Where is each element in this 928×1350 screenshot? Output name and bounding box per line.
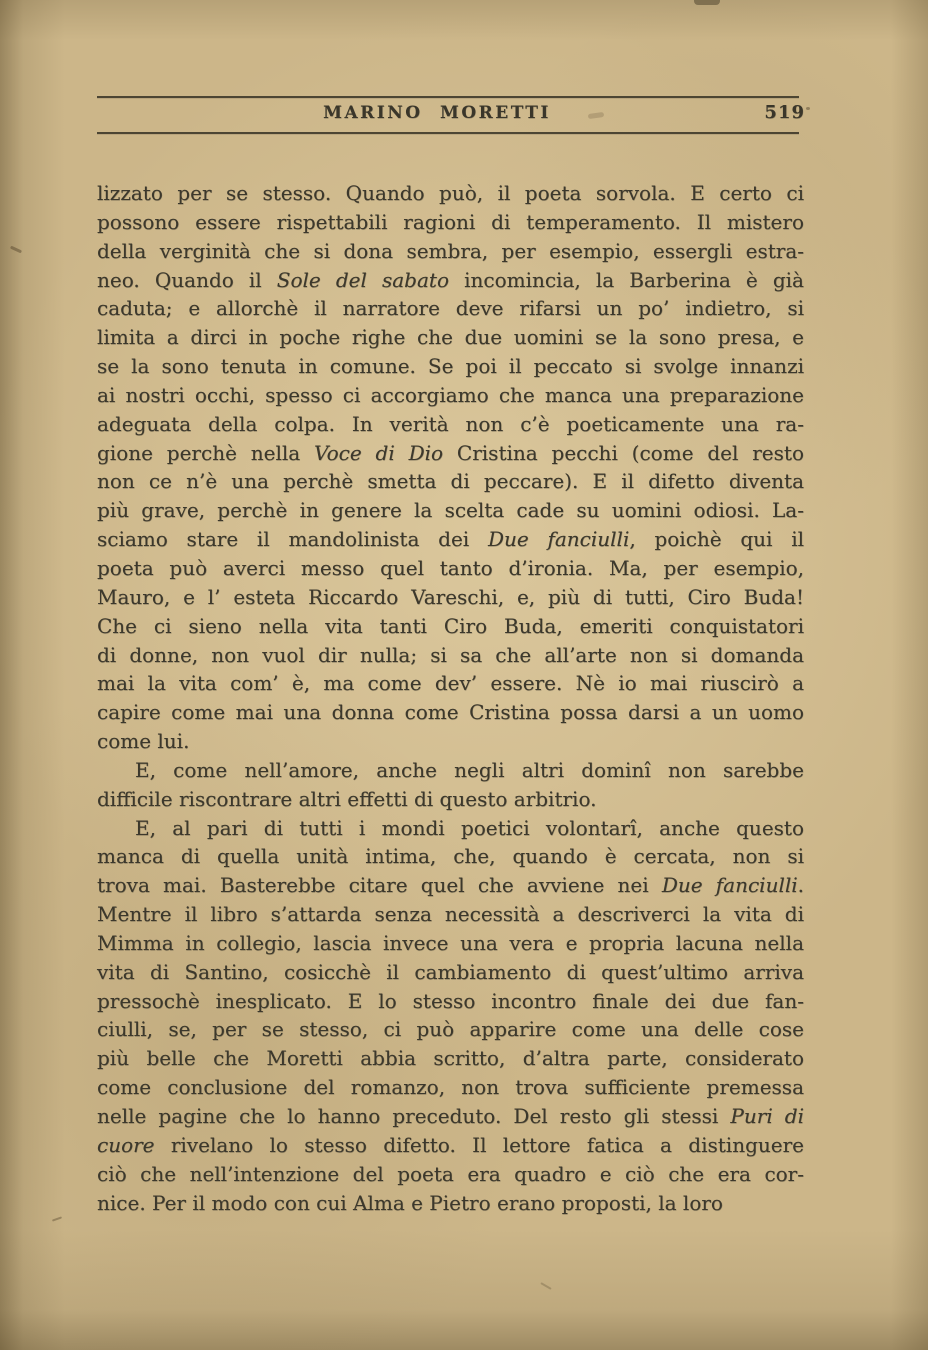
- text-line: E, al pari di tutti i mondi poetici volontarî, anche questo: [135, 815, 804, 840]
- text-line: mai la vita com’ è, ma come dev’ essere. Nè io mai riuscirò a: [97, 671, 804, 696]
- text-line: cuore rivelano lo stesso difetto. Il lettore fatica a distinguere: [97, 1132, 804, 1157]
- text-line: Mimma in collegio, lascia invece una vera e propria lacuna nella: [97, 930, 804, 955]
- text-line: caduta; e allorchè il narratore deve rifarsi un po’ indietro, si: [97, 296, 804, 321]
- text-line: di donne, non vuol dir nulla; si sa che all’arte non si domanda: [97, 642, 804, 667]
- scan-speck: [52, 1216, 62, 1221]
- text-line: più belle che Moretti abbia scritto, d’altra parte, considerato: [97, 1046, 804, 1071]
- text-line: come conclusione del romanzo, non trova sufficiente premessa: [97, 1075, 804, 1100]
- text-line: E, come nell’amore, anche negli altri dominî non sarebbe: [135, 757, 804, 782]
- text-line: della verginità che si dona sembra, per esempio, essergli estra-: [97, 238, 804, 263]
- text-line: vita di Santino, cosicchè il cambiamento di quest’ultimo arriva: [97, 959, 804, 984]
- text-line: Che ci sieno nella vita tanti Ciro Buda, emeriti conquistatori: [97, 613, 804, 638]
- text-line: pressochè inesplicato. E lo stesso incontro finale dei due fan-: [97, 988, 804, 1013]
- running-title: MARINO MORETTI: [323, 103, 551, 123]
- text-line: se la sono tenuta in comune. Se poi il peccato si svolge innanzi: [97, 354, 804, 379]
- text-line: ai nostri occhi, spesso ci accorgiamo che manca una preparazione: [97, 382, 804, 407]
- text-line: gione perchè nella Voce di Dio Cristina pecchi (come del resto: [97, 440, 804, 465]
- text-line: nelle pagine che lo hanno preceduto. Del resto gli stessi Puri di: [97, 1104, 804, 1128]
- text-line: Mauro, e l’ esteta Riccardo Vareschi, e, più di tutti, Ciro Buda!: [97, 584, 804, 609]
- text-line: adeguata della colpa. In verità non c’è poeticamente una ra-: [97, 411, 804, 436]
- text-line: lizzato per se stesso. Quando può, il poeta sorvola. E certo ci: [97, 181, 804, 205]
- text-line: poeta può averci messo quel tanto d’ironia. Ma, per esempio,: [97, 555, 804, 580]
- text-line: trova mai. Basterebbe citare quel che avviene nei Due fanciulli.: [97, 873, 804, 898]
- text-line: ciò che nell’intenzione del poeta era quadro e ciò che era cor-: [97, 1161, 804, 1186]
- text-line: nice. Per il modo con cui Alma e Pietro erano proposti, la loro: [97, 1190, 723, 1215]
- text-block: [97, 179, 804, 1217]
- text-line: manca di quella unità intima, che, quando è cercata, non si: [97, 844, 804, 869]
- text-line: come lui.: [97, 729, 190, 754]
- scan-speck: [10, 246, 22, 254]
- text-line: non ce n’è una perchè smetta di peccare). E il difetto diventa: [97, 469, 804, 494]
- text-line: sciamo stare il mandolinista dei Due fanciulli, poichè qui il: [97, 527, 805, 552]
- text-line: neo. Quando il Sole del sabato incomincia, la Barberina è già: [97, 267, 804, 292]
- text-line: limita a dirci in poche righe che due uomini se la sono presa, e: [97, 325, 804, 350]
- text-line: difficile riscontrare altri effetti di questo arbitrio.: [97, 786, 597, 811]
- text-line: più grave, perchè in genere la scelta cade su uomini odiosi. La-: [97, 498, 804, 523]
- scan-speck: [806, 107, 810, 110]
- text-line: capire come mai una donna come Cristina possa darsi a un uomo: [97, 700, 804, 725]
- text-line: ciulli, se, per se stesso, ci può apparire come una delle cose: [97, 1017, 804, 1042]
- scan-speck: [694, 0, 720, 5]
- header-rule-top: [97, 96, 799, 98]
- scan-speck: [540, 1282, 551, 1290]
- text-line: Mentre il libro s’attarda senza necessità a descriverci la vita di: [97, 902, 804, 927]
- header-rule-bottom: [97, 132, 799, 134]
- text-line: possono essere rispettabili ragioni di temperamento. Il mistero: [97, 209, 804, 234]
- page-number: 519: [764, 102, 805, 123]
